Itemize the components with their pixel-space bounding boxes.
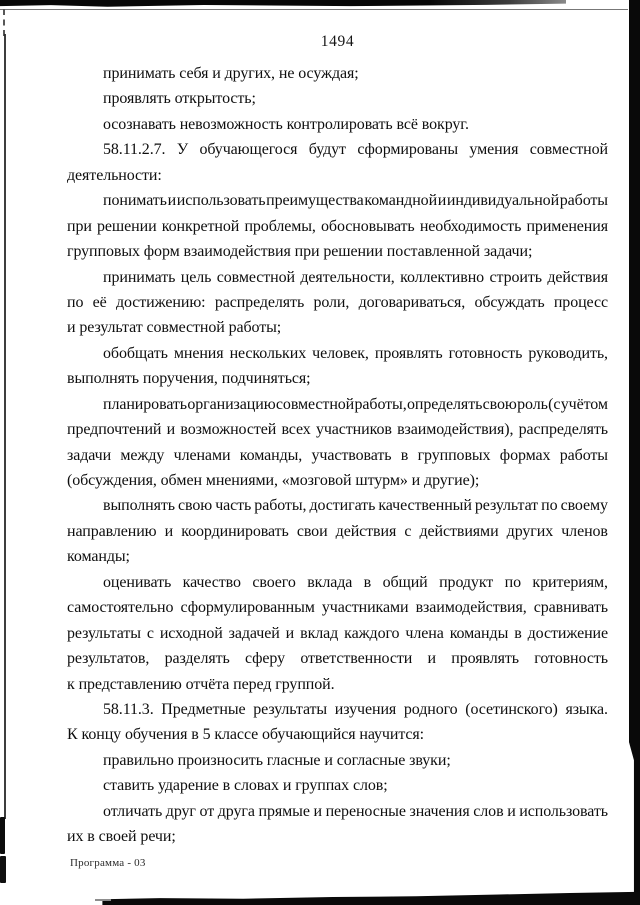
scan-artifact-top-edge [0,0,566,7]
text-line: при решении конкретной проблемы, обосновывать необходимость применения [67,217,608,235]
text-line: задачи между членами команды, участвовать в групповых формах работы [67,446,608,464]
text-line: принимать себя и других, не осуждая; [103,65,359,82]
text-line: 58.11.2.7. У обучающегося будут сформированы умения совместной [103,141,608,159]
text-line: и результат совместной работы; [67,319,282,337]
text-line: оценивать качество своего вклада в общий продукт по критериям, [103,573,608,591]
scan-artifact-bottom-mark [95,899,111,901]
text-line: предпочтений и возможностей всех участников взаимодействия), распределять [67,421,608,439]
text-line: команды; [67,548,130,566]
text-line: к представлению отчёта перед группой. [67,675,335,693]
scan-artifact-left-line [4,34,6,819]
text-line: выполнять поручения, подчиняться; [67,370,311,388]
text-line: планировать организацию совместной работы, определять свою роль (с учётом [103,395,608,413]
scan-artifact-left-mark [0,856,6,883]
text-line: К концу обучения в 5 классе обучающийся научится: [67,726,425,744]
text-line: правильно произносить гласные и согласные звуки; [103,751,451,769]
text-line: выполнять свою часть работы, достигать качественный результат по своему [103,497,608,515]
scan-artifact-left-mark [0,817,5,854]
text-line: результатов, разделять сферу ответственности и проявлять готовность [67,650,608,668]
text-line: групповых форм взаимодействия при решении поставленной задачи; [67,243,533,261]
scan-artifact-right-edge [629,0,640,905]
text-line: отличать друг от друга прямые и переносные значения слов и использовать [103,802,608,820]
text-line: по её достижению: распределять роли, договариваться, обсуждать процесс [67,293,608,311]
text-line: деятельности: [67,166,162,184]
text-line: результаты с исходной задачей и вклад каждого члена команды в достижение [67,624,608,642]
scan-artifact-bottom-edge [0,890,640,905]
page-number: 1494 [320,33,355,50]
text-line: проявлять открытость; [103,90,256,108]
text-line: принимать цель совместной деятельности, коллективно строить действия [103,268,608,286]
scan-artifact-top-line [0,9,628,10]
text-line: (обсуждения, обмен мнениями, «мозговой штурм» и другие); [67,472,480,489]
scan-artifact-left-dashes [3,9,5,36]
text-line: понимать и использовать преимущества командной и индивидуальной работы [103,192,608,210]
text-line: ставить ударение в словах и группах слов; [103,777,388,795]
text-line: 58.11.3. Предметные результаты изучения родного (осетинского) языка. [103,700,608,718]
text-line: направлению и координировать свои действия с действиями других членов [67,522,608,540]
text-line: самостоятельно сформулированным участниками взаимодействия, сравнивать [67,599,608,617]
text-line: обобщать мнения нескольких человек, проявлять готовность руководить, [103,344,608,362]
text-line: их в своей речи; [67,828,176,846]
text-line: осознавать невозможность контролировать всё вокруг. [103,115,469,133]
document-body [67,61,608,850]
footer-label: Программа - 03 [70,857,146,869]
